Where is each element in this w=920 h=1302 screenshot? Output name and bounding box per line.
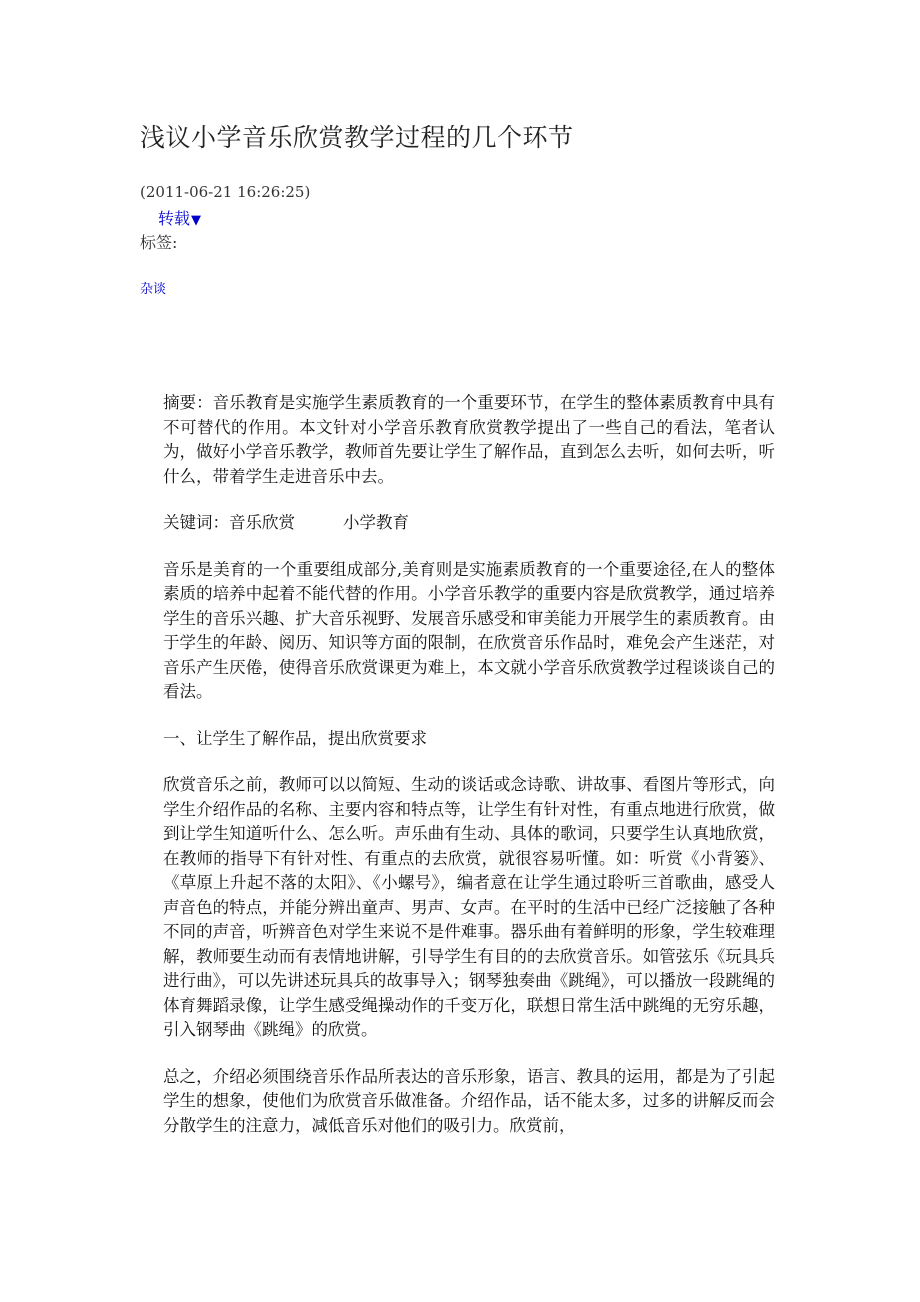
keywords-paragraph	[163, 511, 775, 536]
repost-label[interactable]: 转载	[158, 209, 191, 228]
tag-link[interactable]: 杂谈	[140, 282, 167, 297]
tags-label: 标签:	[140, 233, 178, 252]
section-heading: 一、让学生了解作品，提出欣赏要求	[163, 728, 427, 748]
keyword-item: 小学教育	[343, 513, 409, 532]
dropdown-arrow-icon[interactable]: ▼	[191, 213, 202, 228]
abstract-paragraph: 摘要：音乐教育是实施学生素质教育的一个重要环节，在学生的整体素质教育中具有不可替代的作用。本文针对小学音乐教育欣赏教学提出了一些自己的看法，笔者认为，做好小学音乐教学，教师首先要让学生了解作品，直到怎么去听，如何去听，听什么，带着学生走进音乐中去。	[163, 393, 775, 486]
keywords-label: 关键词：音乐欣赏	[163, 513, 295, 532]
page-title: 浅议小学音乐欣赏教学过程的几个环节	[140, 123, 574, 152]
repost-link[interactable]	[158, 206, 201, 229]
summary-paragraph: 总之，介绍必须围绕音乐作品所表达的音乐形象，语言、教具的运用，都是为了引起学生的想象，使他们为欣赏音乐做准备。介绍作品，话不能太多，过多的讲解反而会分散学生的注意力，减低音乐对他们的吸引力。欣赏前，	[163, 1066, 775, 1135]
section-paragraph: 欣赏音乐之前，教师可以以简短、生动的谈话或念诗歌、讲故事、看图片等形式，向学生介绍作品的名称、主要内容和特点等，让学生有针对性，有重点地进行欣赏，做到让学生知道听什么、怎么听。声乐曲有生动、具体的歌词，只要学生认真地欣赏，在教师的指导下有针对性、有重点的去欣赏，就很容易听懂。如：听赏《小背篓》、《草原上升起不落的太阳》、《小螺号》，编者意在让学生通过聆听三首歌曲，感受人声音色的特点，并能分辨出童声、男声、女声。在平时的生活中已经广泛接触了各种不同的声音，听辨音色对学生来说不是件难事。器乐曲有着鲜明的形象，学生较难理解，教师要生动而有表情地讲解，引导学生有目的的去欣赏音乐。如管弦乐《玩具兵进行曲》，可以先讲述玩具兵的故事导入；钢琴独奏曲《跳绳》，可以播放一段跳绳的体育舞蹈录像，让学生感受绳操动作的千变万化，联想日常生活中跳绳的无穷乐趣，引入钢琴曲《跳绳》的欣赏。	[163, 775, 775, 1039]
article-body	[163, 391, 775, 1160]
post-date: (2011-06-21 16:26:25)	[140, 183, 311, 201]
intro-paragraph: 音乐是美育的一个重要组成部分,美育则是实施素质教育的一个重要途径,在人的整体素质的培养中起着不能代替的作用。小学音乐教学的重要内容是欣赏教学，通过培养学生的音乐兴趣、扩大音乐视野、发展音乐感受和审美能力开展学生的素质教育。由于学生的年龄、阅历、知识等方面的限制，在欣赏音乐作品时，难免会产生迷茫，对音乐产生厌倦，使得音乐欣赏课更为难上，本文就小学音乐欣赏教学过程谈谈自己的看法。	[163, 559, 775, 701]
